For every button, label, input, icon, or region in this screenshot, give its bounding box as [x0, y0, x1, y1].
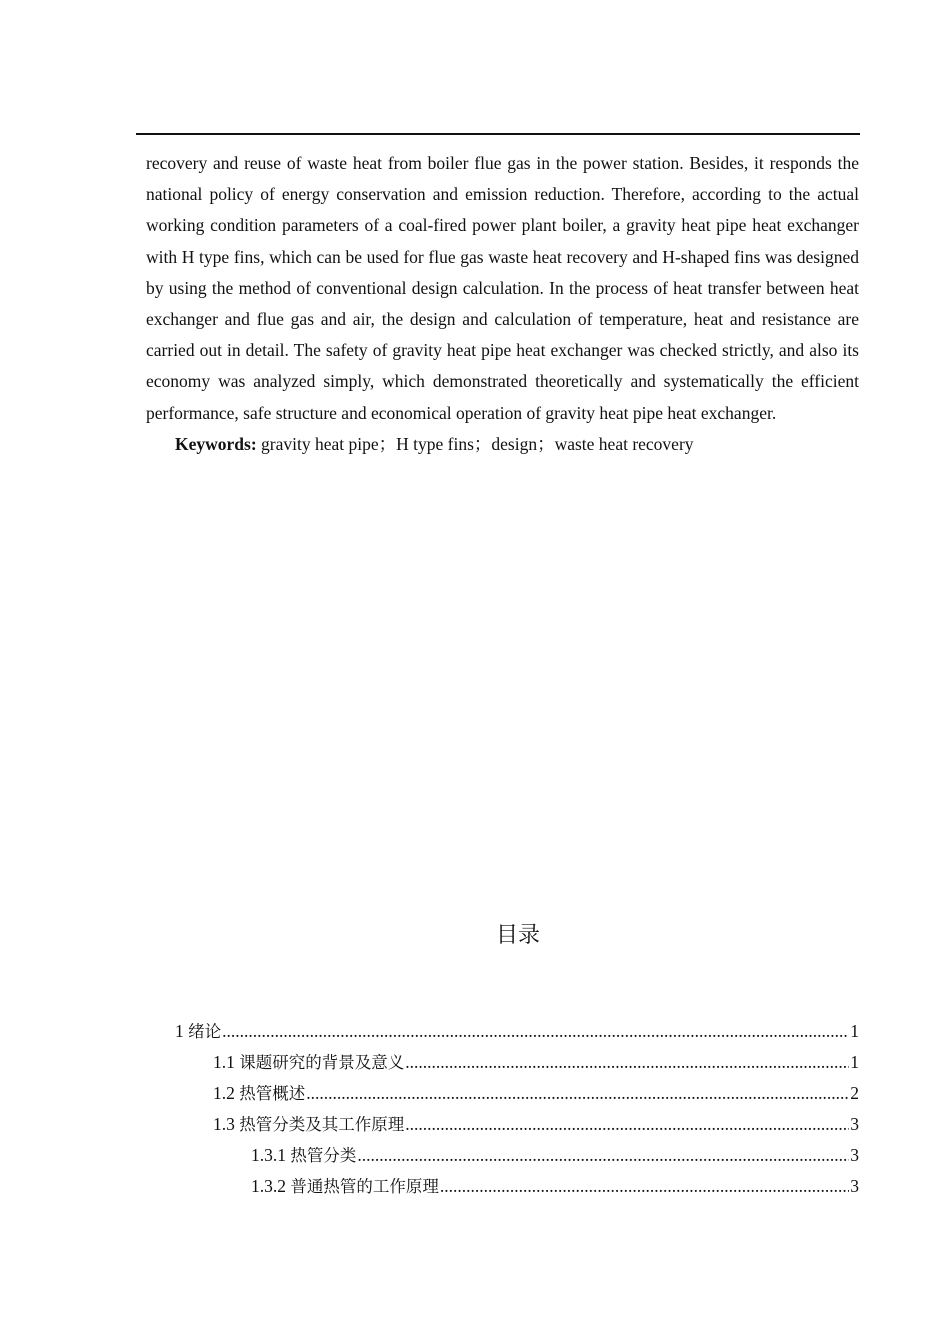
- toc-entry-number: 1.3: [213, 1114, 235, 1134]
- toc-entry-number: 1.3.1: [251, 1145, 286, 1165]
- toc-entry-1-2[interactable]: [213, 1078, 859, 1109]
- toc-entry-label: [213, 1109, 404, 1140]
- toc-entry-page: 1: [850, 1052, 859, 1072]
- toc-entry-page: 3: [850, 1145, 859, 1165]
- toc-title: 目录: [495, 923, 540, 948]
- toc-entry-label: [251, 1140, 356, 1171]
- toc-entry-number: 1.2: [213, 1083, 235, 1103]
- toc-entry-label: [251, 1171, 439, 1202]
- toc-leader-dots: [405, 1109, 849, 1140]
- toc-leader-dots: [222, 1016, 849, 1047]
- keywords-label: Keywords:: [175, 433, 257, 454]
- english-abstract: [146, 148, 859, 460]
- toc-entry-title: 普通热管的工作原理: [290, 1177, 439, 1196]
- toc-entry-number: 1.3.2: [251, 1176, 286, 1196]
- toc-entry-title: 热管分类: [290, 1146, 357, 1165]
- keywords-line: [146, 429, 859, 460]
- toc-entry-label: [213, 1078, 305, 1109]
- abstract-paragraph: recovery and reuse of waste heat from boiler flue gas in the power station. Besides, it responds the national policy of energy conservation and emission reduction. Therefore, according to the actual working condition parameters of a coal-fired power plant boiler, a gravity heat pipe heat exchanger with H type fins, which can be used for flue gas waste heat recovery and H-shaped fins was designed by using the method of conventional design calculation. In the process of heat transfer between heat exchanger and flue gas and air, the design and calculation of temperature, heat and resistance are carried out in detail. The safety of gravity heat pipe heat exchanger was checked strictly, and also its economy was analyzed simply, which demonstrated theoretically and systematically the efficient performance, safe structure and economical operation of gravity heat pipe heat exchanger.: [146, 153, 859, 423]
- toc-entry-page: 2: [850, 1083, 859, 1103]
- toc-entry-title: 绪论: [188, 1022, 222, 1041]
- toc-entry-1[interactable]: [175, 1016, 859, 1047]
- toc-entry-1-3[interactable]: [213, 1109, 859, 1140]
- toc-entry-page: 3: [850, 1114, 859, 1134]
- toc-entry-page: 3: [850, 1176, 859, 1196]
- toc-entry-1-1[interactable]: [213, 1047, 859, 1078]
- toc-leader-dots: [405, 1047, 849, 1078]
- toc-leader-dots: [357, 1140, 849, 1171]
- toc-entry-1-3-2[interactable]: [251, 1171, 859, 1202]
- toc-entry-label: [213, 1047, 404, 1078]
- toc-leader-dots: [306, 1078, 849, 1109]
- toc-entry-title: 热管分类及其工作原理: [239, 1115, 405, 1134]
- toc-entry-label: [175, 1016, 221, 1047]
- toc-entry-number: 1: [175, 1021, 184, 1041]
- toc-entry-1-3-1[interactable]: [251, 1140, 859, 1171]
- header-rule: [136, 133, 860, 135]
- keywords-text: gravity heat pipe；H type fins；design；waste heat recovery: [256, 433, 694, 454]
- toc-entry-title: 课题研究的背景及意义: [239, 1053, 405, 1072]
- toc-entry-page: 1: [850, 1021, 859, 1041]
- toc-leader-dots: [440, 1171, 849, 1202]
- toc-entry-number: 1.1: [213, 1052, 235, 1072]
- toc-entry-title: 热管概述: [239, 1084, 306, 1103]
